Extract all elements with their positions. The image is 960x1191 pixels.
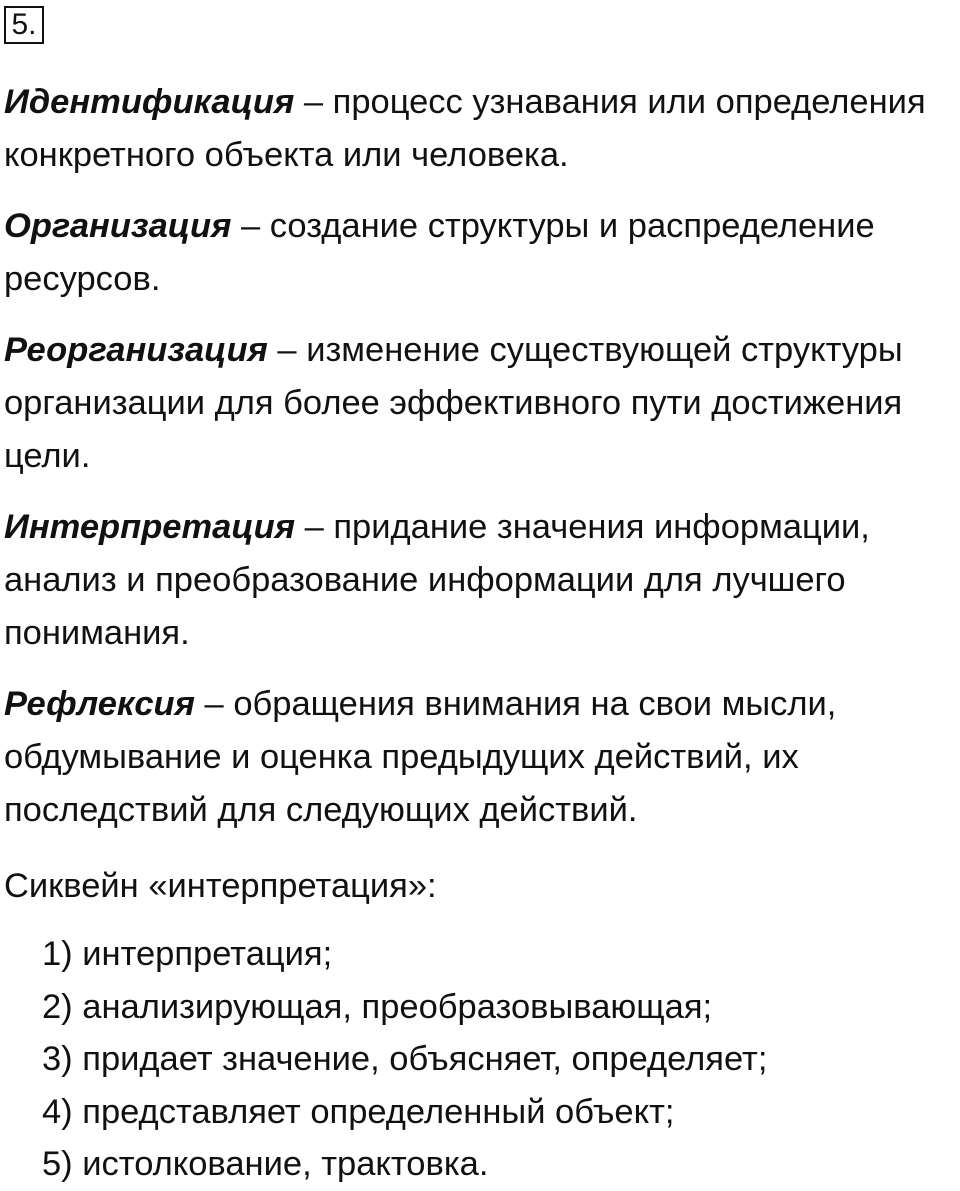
definition-identification — [4, 76, 954, 182]
definition-separator: – — [194, 685, 234, 723]
list-item: 1) интерпретация; — [42, 935, 333, 973]
definition-reorganization — [4, 324, 954, 483]
definition-text: создание структуры и распределение ресурсов. — [4, 207, 875, 298]
list-item: 4) представляет определенный объект; — [42, 1092, 675, 1131]
definition-interpretation — [4, 501, 954, 660]
definition-text: придание значения информации, анализ и преобразование информации для лучшего понимания. — [4, 508, 870, 652]
task-number-box: 5. — [4, 6, 44, 44]
definition-organization — [4, 200, 954, 306]
definition-text: процесс узнавания или определения конкретного объекта или человека. — [4, 83, 926, 174]
list-item: 5) истолкование, трактовка. — [42, 1145, 489, 1183]
definition-reflection — [4, 678, 954, 837]
definition-text: изменение существующей структуры организации для более эффективного пути достижения цели. — [4, 331, 903, 475]
definition-term: Идентификация — [4, 83, 295, 121]
list-item: 3) придает значение, объясняет, определяет; — [42, 1040, 768, 1078]
list-item: 2) анализирующая, преобразовывающая; — [42, 987, 713, 1026]
definition-term: Реорганизация — [4, 331, 268, 369]
definition-separator: – — [267, 331, 307, 369]
definition-text: обращения внимания на свои мысли, обдумывание и оценка предыдущих действий, их последствий для следующих действий. — [4, 685, 837, 829]
definition-term: Интерпретация — [4, 508, 296, 546]
sinkwine-list — [42, 928, 767, 1191]
definition-separator: – — [295, 508, 334, 546]
sinkwine-title: Сиквейн «интерпретация»: — [4, 867, 437, 905]
definition-term: Организация — [4, 207, 232, 245]
definitions-list — [4, 76, 954, 855]
definition-term: Рефлексия — [4, 685, 195, 723]
definition-separator: – — [294, 83, 333, 121]
definition-separator: – — [231, 207, 270, 245]
